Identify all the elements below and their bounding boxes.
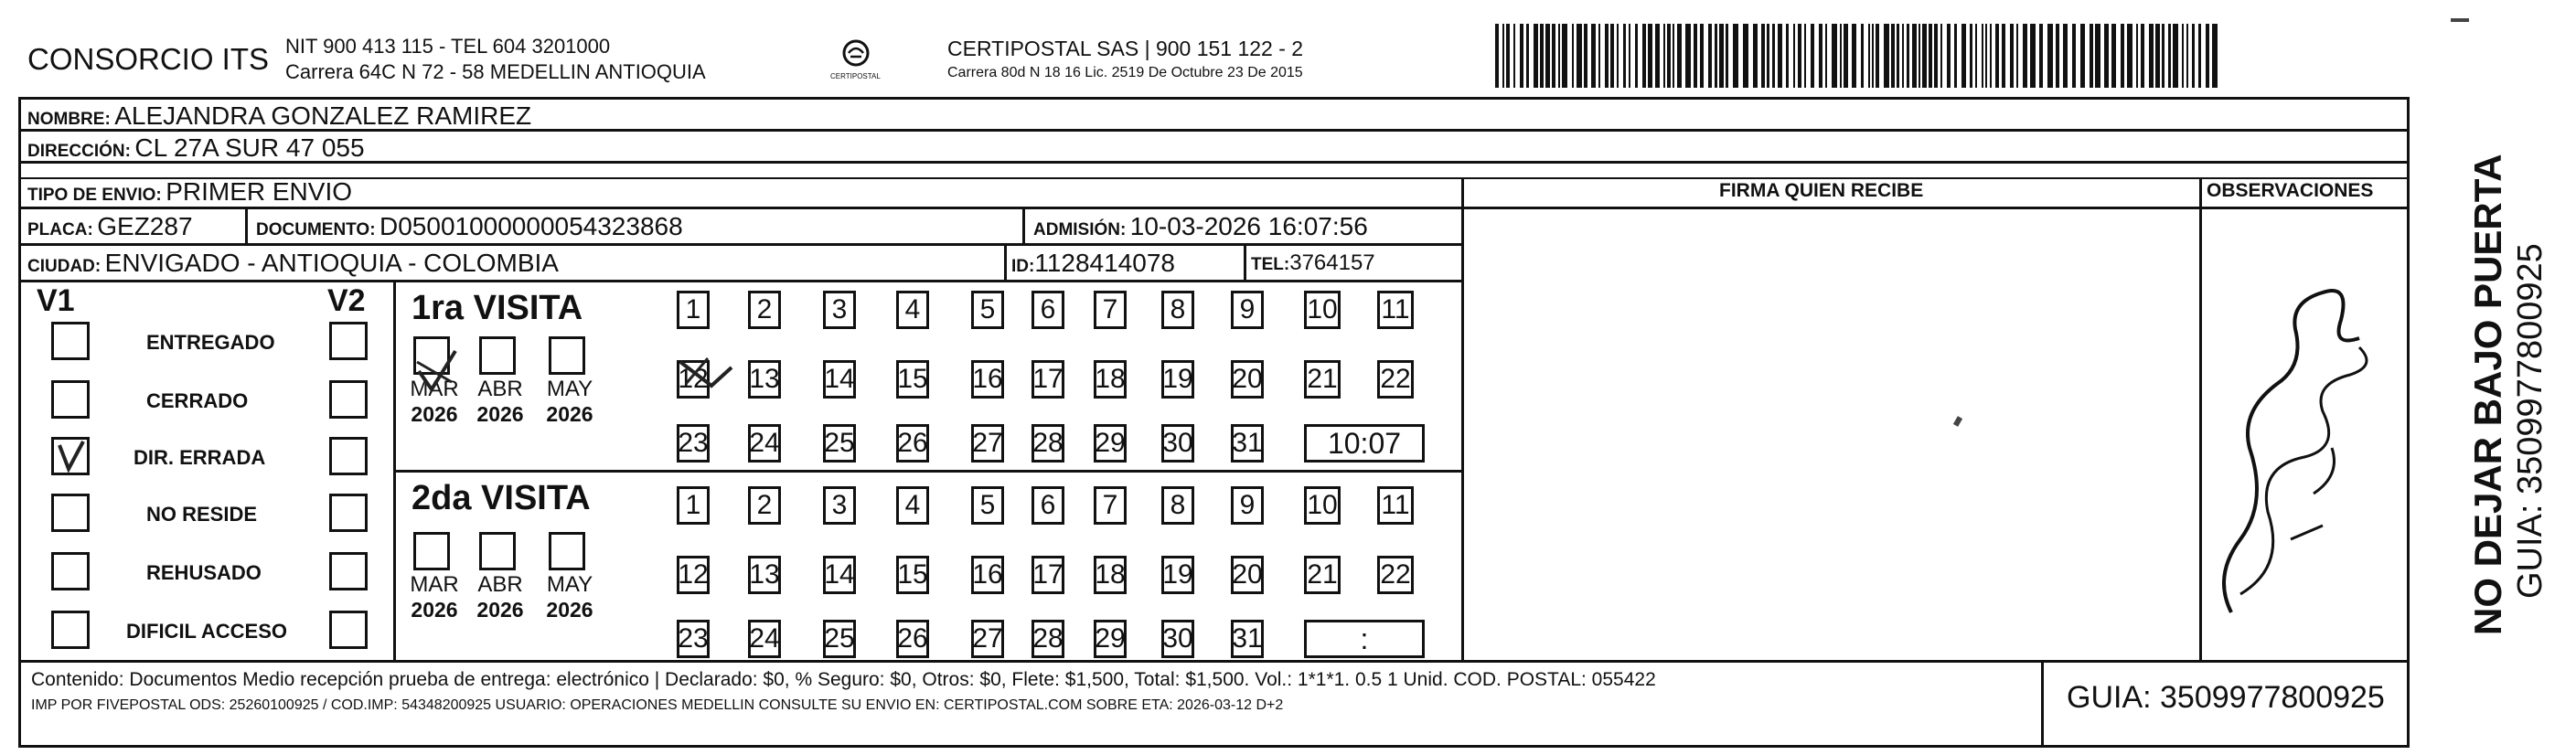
signature-scribble [2204,265,2396,649]
second-visit-title: 2da VISITA [412,479,591,517]
first-visit-day-box[interactable]: 4 [896,291,929,329]
id-label: ID: [1011,257,1035,276]
barcode-bar [2072,24,2076,88]
second-visit-day-box[interactable]: 27 [971,620,1004,658]
barcode-bar [1743,24,1748,88]
v2-checkbox[interactable] [329,494,368,532]
barcode-bar [1577,24,1582,88]
barcode-bar [1852,24,1856,88]
second-visit-month-checkbox[interactable] [413,532,450,570]
first-visit-day-box[interactable]: 20 [1231,360,1264,399]
barcode-bar [1753,24,1758,88]
second-visit-day-box[interactable]: 25 [823,620,856,658]
status-label: NO RESIDE [146,503,258,526]
barcode-bar [1940,24,1942,88]
barcode-bar [1667,24,1671,88]
first-visit-day-box[interactable]: 11 [1377,291,1414,329]
v2-header: V2 [327,283,366,318]
barcode-bar [1947,24,1951,88]
guia-box: GUIA: 3509977800925 [2067,680,2385,715]
second-visit-day-box[interactable]: 14 [823,556,856,594]
nombre-label: NOMBRE: [27,110,111,129]
second-visit-day-box[interactable]: 6 [1031,486,1064,525]
barcode-bar [2182,24,2184,88]
v1-checkbox[interactable] [51,611,90,649]
first-visit-year-label: 2026 [546,402,593,426]
first-visit-day-box[interactable]: 26 [896,424,929,463]
first-visit-day-box[interactable]: 19 [1161,360,1194,399]
v2-checkbox[interactable] [329,611,368,649]
first-visit-day-box[interactable]: 18 [1094,360,1127,399]
barcode-bar [1811,24,1814,88]
status-label: DIFICIL ACCESO [126,620,288,643]
direccion-label: DIRECCIÓN: [27,142,131,161]
barcode-bar [2039,24,2043,88]
first-visit-day-box[interactable]: 14 [823,360,856,399]
barcode-bar [1610,24,1614,88]
second-visit-month-label: MAR [410,572,459,597]
second-visit-day-box[interactable]: 16 [971,556,1004,594]
barcode-bar [1715,24,1717,88]
second-visit-day-box[interactable]: 19 [1161,556,1194,594]
barcode-bar [1761,24,1765,88]
barcode-bar [1772,24,1775,88]
first-visit-day-box[interactable]: 7 [1094,291,1127,329]
barcode-bar [1840,24,1842,88]
first-visit-day-box[interactable]: 21 [1304,360,1341,399]
second-visit-day-box[interactable]: 4 [896,486,929,525]
second-visit-day-box[interactable]: 20 [1231,556,1264,594]
barcode-bar [2198,24,2201,88]
barcode-bar [1844,24,1848,88]
v2-checkbox[interactable] [329,322,368,360]
v1-checkbox[interactable] [51,437,90,475]
second-visit-day-box[interactable]: 29 [1094,620,1127,658]
first-visit-day-box[interactable]: 3 [823,291,856,329]
barcode-bar [1982,24,1983,88]
first-visit-day-box[interactable]: 2 [748,291,781,329]
first-visit-time-box[interactable]: 10:07 [1304,424,1425,463]
second-visit-month-label: ABR [477,572,523,597]
barcode-bar [1868,24,1870,88]
second-visit-day-box[interactable]: 24 [748,620,781,658]
barcode-bar [2173,24,2178,88]
second-visit-day-box[interactable]: 2 [748,486,781,525]
barcode-bar [1623,24,1626,88]
check-icon [54,440,87,473]
first-visit-year-label: 2026 [411,402,458,426]
first-visit-day-box[interactable]: 25 [823,424,856,463]
barcode-bar [1513,24,1515,88]
second-visit-day-box[interactable]: 31 [1231,620,1264,658]
second-visit-day-box[interactable]: 15 [896,556,929,594]
barcode-bar [1786,24,1789,88]
barcode-bar [2023,24,2027,88]
certipostal-logo [830,37,881,84]
barcode-bar [1832,24,1837,88]
barcode-bar [1708,24,1712,88]
barcode-bar [2121,24,2124,88]
barcode-bar [2136,24,2138,88]
barcode-bar [1677,24,1682,88]
second-visit-day-box[interactable]: 9 [1231,486,1264,525]
documento-value: D05001000000054323868 [379,212,683,240]
barcode-bar [1584,24,1587,88]
second-visit-day-box[interactable]: 12 [677,556,710,594]
check-day-12-icon [675,353,739,399]
first-visit-day-box[interactable]: 9 [1231,291,1264,329]
ciudad-label: CIUDAD: [27,257,102,276]
barcode-bar [2111,24,2116,88]
first-visit-day-box[interactable]: 1 [677,291,710,329]
barcode-bar [1919,24,1920,88]
barcode-bar [1591,24,1596,88]
barcode-bar [1884,24,1889,88]
barcode-bar [1629,24,1630,88]
first-visit-month-checkbox[interactable] [549,336,585,375]
barcode-bar [1726,24,1728,88]
nombre-value: ALEJANDRA GONZALEZ RAMIREZ [114,101,532,130]
barcode-bar [1767,24,1769,88]
first-visit-day-box[interactable]: 13 [748,360,781,399]
first-visit-day-box[interactable]: 22 [1377,360,1414,399]
second-visit-day-box[interactable]: 30 [1161,620,1194,658]
barcode-bar [1970,24,1972,88]
barcode-bar [1719,24,1724,88]
v1-checkbox[interactable] [51,494,90,532]
status-label: DIR. ERRADA [134,446,266,469]
barcode-bar [2063,24,2068,88]
second-visit-month-label: MAY [546,572,593,597]
first-visit-day-box[interactable]: 6 [1031,291,1064,329]
barcode-bar [1929,24,1932,88]
first-visit-month-label: ABR [477,377,523,401]
second-visit-day-box[interactable]: 17 [1031,556,1064,594]
first-visit-day-box[interactable]: 29 [1094,424,1127,463]
barcode-bar [2047,24,2053,88]
barcode [1495,24,2227,88]
v1-checkbox[interactable] [51,552,90,590]
first-visit-day-box[interactable]: 15 [896,360,929,399]
tipo-envio-label: TIPO DE ENVIO: [27,186,162,205]
barcode-bar [1961,24,1966,88]
barcode-bar [2127,24,2132,88]
barcode-bar [1552,24,1555,88]
barcode-bar [1663,24,1665,88]
barcode-bar [1902,24,1904,88]
second-visit-day-box[interactable]: 5 [971,486,1004,525]
second-visit-month-checkbox[interactable] [549,532,585,570]
barcode-bar [1506,24,1510,88]
first-visit-day-box[interactable]: 31 [1231,424,1264,463]
first-visit-day-box[interactable]: 27 [971,424,1004,463]
barcode-bar [2104,24,2109,88]
barcode-bar [2155,24,2160,88]
barcode-bar [1558,24,1560,88]
side-guia: GUIA: 3509977800925 [2511,243,2549,599]
barcode-bar [1673,24,1674,88]
barcode-bar [1907,24,1909,88]
barcode-bar [1990,24,1992,88]
first-visit-month-label: MAR [410,377,459,401]
barcode-bar [1798,24,1801,88]
license-line: Carrera 80d N 18 16 Lic. 2519 De Octubre 23 De 2015 [947,65,1303,80]
barcode-bar [2030,24,2036,88]
barcode-bar [1617,24,1619,88]
barcode-bar [1526,24,1529,88]
id-value: 1128414078 [1034,249,1175,277]
barcode-bar [2056,24,2059,88]
barcode-bar [1954,24,1957,88]
barcode-bar [2192,24,2195,88]
second-visit-day-box[interactable]: 18 [1094,556,1127,594]
barcode-bar [1700,24,1704,88]
barcode-bar [1733,24,1738,88]
barcode-bar [1502,24,1504,88]
barcode-bar [1804,24,1806,88]
status-label: ENTREGADO [146,331,275,354]
barcode-bar [1605,24,1609,88]
barcode-bar [2212,24,2218,88]
barcode-bar [1572,24,1574,88]
barcode-bar [1655,24,1660,88]
second-visit-time-box[interactable]: : [1304,620,1425,658]
barcode-bar [1995,24,1999,88]
second-visit-day-box[interactable]: 1 [677,486,710,525]
second-visit-day-box[interactable]: 13 [748,556,781,594]
barcode-bar [2162,24,2164,88]
second-visit-year-label: 2026 [411,598,458,622]
barcode-bar [1778,24,1782,88]
barcode-bar [2149,24,2154,88]
check-mar-first-visit-icon [412,346,466,400]
second-visit-day-box[interactable]: 28 [1031,620,1064,658]
first-visit-day-box[interactable]: 30 [1161,424,1194,463]
barcode-bar [1642,24,1646,88]
v2-checkbox[interactable] [329,552,368,590]
tel-value: 3764157 [1289,250,1375,275]
v2-checkbox[interactable] [329,437,368,475]
nit-line: NIT 900 413 115 - TEL 604 3201000 [285,35,611,58]
firma-header: FIRMA QUIEN RECIBE [1719,180,1924,201]
first-visit-month-checkbox[interactable] [479,336,516,375]
status-label: REHUSADO [146,561,262,584]
barcode-bar [1793,24,1795,88]
barcode-bar [1861,24,1864,88]
barcode-bar [1534,24,1538,88]
tipo-envio-value: PRIMER ENVIO [166,177,353,206]
barcode-bar [1545,24,1550,88]
barcode-bar [1985,24,1987,88]
second-visit-month-checkbox[interactable] [479,532,516,570]
observaciones-header: OBSERVACIONES [2207,180,2374,201]
barcode-bar [1934,24,1938,88]
barcode-bar [2186,24,2188,88]
placa-value: GEZ287 [97,212,193,240]
barcode-bar [2080,24,2085,88]
barcode-bar [1540,24,1544,88]
barcode-bar [1694,24,1697,88]
barcode-bar [2016,24,2018,88]
barcode-bar [1685,24,1691,88]
barcode-bar [1520,24,1523,88]
barcode-bar [1891,24,1895,88]
first-visit-day-box[interactable]: 10 [1304,291,1341,329]
second-visit-day-box[interactable]: 22 [1377,556,1414,594]
ink-dot [1953,416,1962,427]
barcode-bar [1922,24,1927,88]
first-visit-title: 1ra VISITA [412,289,583,327]
barcode-bar [2141,24,2144,88]
barcode-bar [1876,24,1879,88]
v1-header: V1 [37,283,75,318]
first-visit-day-box[interactable]: 16 [971,360,1004,399]
barcode-bar [1912,24,1917,88]
documento-label: DOCUMENTO: [256,220,376,239]
second-visit-day-box[interactable]: 10 [1304,486,1341,525]
contenido-line: Contenido: Documentos Medio recepción prueba de entrega: electrónico | Declarado: $0, % Seguro: $0, Otros: $0, Flete: $1,500, Total: $1,500. Vol.: 1*1*1. 0.5 1 Unid. COD. POSTAL: 055422 [31,669,1656,690]
barcode-bar [1819,24,1822,88]
company-address: Carrera 64C N 72 - 58 MEDELLIN ANTIOQUIA [285,60,706,83]
first-visit-day-box[interactable]: 17 [1031,360,1064,399]
barcode-bar [2206,24,2209,88]
first-visit-month-label: MAY [546,377,593,401]
v2-checkbox[interactable] [329,380,368,419]
barcode-bar [1598,24,1600,88]
carrier-line: CERTIPOSTAL SAS | 900 151 122 - 2 [947,37,1304,60]
barcode-bar [1825,24,1827,88]
barcode-bar [1562,24,1567,88]
logo-text: CERTIPOSTAL [830,72,881,80]
admision-value: 10-03-2026 16:07:56 [1129,212,1368,240]
first-visit-day-box[interactable]: 8 [1161,291,1194,329]
second-visit-day-box[interactable]: 3 [823,486,856,525]
second-visit-year-label: 2026 [546,598,593,622]
first-visit-day-box[interactable]: 5 [971,291,1004,329]
barcode-bar [2002,24,2005,88]
admision-label: ADMISIÓN: [1033,220,1127,239]
barcode-bar [2010,24,2014,88]
status-label: CERRADO [146,389,249,412]
first-visit-day-box[interactable]: 28 [1031,424,1064,463]
company-name: CONSORCIO ITS [27,42,270,76]
imp-line: IMP POR FIVEPOSTAL ODS: 25260100925 / COD.IMP: 54348200925 USUARIO: OPERACIONES MEDELLIN CONSULTE SU ENVIO EN: CERTIPOSTAL.COM SOBRE ETA: 2026-03-12 D+2 [31,697,1284,713]
barcode-bar [1648,24,1652,88]
first-visit-day-box[interactable]: 12 [677,360,710,399]
tel-label: TEL: [1251,255,1290,274]
second-visit-day-box[interactable]: 8 [1161,486,1194,525]
no-dejar-bajo-puerta: NO DEJAR BAJO PUERTA [2466,154,2509,635]
barcode-bar [1897,24,1899,88]
barcode-bar [1495,24,1499,88]
ink-mark [2451,18,2469,22]
barcode-bar [2095,24,2100,88]
barcode-bar [2168,24,2171,88]
barcode-bar [2090,24,2093,88]
second-visit-day-box[interactable]: 26 [896,620,929,658]
barcode-bar [1635,24,1638,88]
ciudad-value: ENVIGADO - ANTIOQUIA - COLOMBIA [104,249,559,277]
v1-checkbox[interactable] [51,322,90,360]
first-visit-day-box[interactable]: 24 [748,424,781,463]
barcode-bar [1975,24,1977,88]
second-visit-day-box[interactable]: 11 [1377,486,1414,525]
direccion-value: CL 27A SUR 47 055 [134,133,365,162]
barcode-bar [1872,24,1874,88]
placa-label: PLACA: [27,220,93,239]
second-visit-day-box[interactable]: 21 [1304,556,1341,594]
second-visit-day-box[interactable]: 23 [677,620,710,658]
first-visit-day-box[interactable]: 23 [677,424,710,463]
v1-checkbox[interactable] [51,380,90,419]
first-visit-year-label: 2026 [476,402,524,426]
second-visit-day-box[interactable]: 7 [1094,486,1127,525]
second-visit-year-label: 2026 [476,598,524,622]
